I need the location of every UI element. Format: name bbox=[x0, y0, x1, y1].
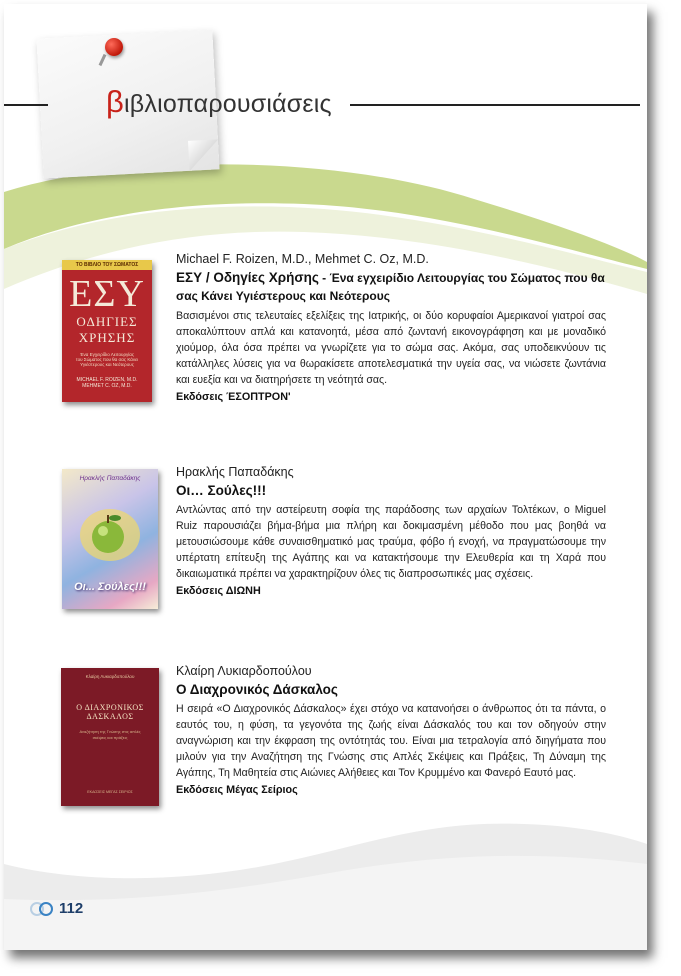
book-cover-daskalos bbox=[61, 668, 159, 806]
book-title-main: Οι… Σούλες!!! bbox=[176, 483, 267, 498]
book-entry bbox=[176, 465, 606, 597]
cover-blurb-1: Ένα Εγχειρίδιο Λειτουργίας bbox=[79, 352, 135, 357]
cover-authors bbox=[62, 377, 152, 389]
cover-title: Οι... Σούλες!!! bbox=[74, 581, 146, 593]
book-author: Κλαίρη Λυκιαρδοπούλου bbox=[176, 664, 312, 678]
cover-author: Ηρακλής Παπαδάκης bbox=[79, 475, 141, 482]
cover-author-1: MICHAEL F. ROIZEN, M.D. bbox=[76, 377, 138, 383]
cover-blurb-3: Υγιέστερους και Νεότερους bbox=[80, 362, 134, 367]
ring-icon bbox=[39, 902, 53, 916]
magazine-page bbox=[4, 4, 647, 950]
cover-publisher: ΕΚΔΟΣΕΙΣ ΜΕΓΑΣ ΣΕΙΡΙΟΣ bbox=[87, 790, 133, 794]
book-title-main: ΕΣΥ / Οδηγίες Χρήσης bbox=[176, 270, 319, 285]
book-subtitle: - Ένα εγχειρίδιο Λειτουργίας του Σώματος που θα σας Κάνει Υγιέστερους και Νεότερους bbox=[176, 271, 605, 303]
cover-banner: ΤΟ ΒΙΒΛΙΟ ΤΟΥ ΣΩΜΑΤΟΣ bbox=[62, 260, 152, 270]
book-description: Αντλώντας από την αστείρευτη σοφία της παράδοσης των αρχαίων Τολτέκων, ο Miguel Ruiz παρουσιάζει βήμα-βήμα μια πλήρη και δοκιμασμένη μέθοδο που μας βοηθά να μετουσιώσουμε κάθε συναισθηματικό μας τραύμα, φόβο ή ενοχή, να πραγματώσουμε την υπέρτατη επίτευξη της Αγάπης και να κατακτήσουμε την Ελευθερία και τη Χαρά που δικαιωματικά πρέπει να χαρακτηρίζουν όλες τις διαπροσωπικές μας σχέσεις. bbox=[176, 504, 606, 580]
cover-big-title: ΕΣΥ bbox=[69, 273, 145, 315]
page-number-block bbox=[30, 900, 83, 917]
pushpin-icon bbox=[105, 38, 123, 56]
book-author: Ηρακλής Παπαδάκης bbox=[176, 465, 294, 479]
section-title-rest: ιβλιοπαρουσιάσεις bbox=[124, 90, 332, 118]
book-entry bbox=[176, 252, 606, 403]
section-title bbox=[106, 84, 332, 120]
cover-author-2: MEHMET C. OZ, M.D. bbox=[82, 383, 132, 389]
book-publisher: Εκδόσεις ΔΙΩΝΗ bbox=[176, 585, 261, 597]
cover-author: Κλαίρη Λυκιαρδοπούλου bbox=[85, 674, 135, 679]
cover-blurb bbox=[62, 352, 152, 367]
page-number: 112 bbox=[59, 900, 84, 917]
cover-line2: ΔΑΣΚΑΛΟΣ bbox=[86, 712, 134, 721]
book-entry bbox=[176, 664, 606, 796]
book-title bbox=[176, 482, 606, 499]
cover-line1: ΟΔΗΓΙΕΣ bbox=[76, 314, 138, 329]
section-title-initial: β bbox=[106, 84, 125, 119]
header-rule-left bbox=[4, 104, 48, 106]
header-rule-right bbox=[350, 104, 640, 106]
note-fold bbox=[188, 139, 220, 171]
apple-illustration bbox=[62, 493, 158, 573]
book-cover-soules bbox=[62, 469, 158, 609]
book-title-main: Ο Διαχρονικός Δάσκαλος bbox=[176, 682, 338, 697]
cover-blurb-2: του Σώματος που θα σας Κάνει bbox=[75, 357, 139, 362]
cover-subtitle: Αναζήτηση της Γνώσης στις απλές σκέψεις και πράξεις bbox=[79, 729, 141, 740]
book-description: Η σειρά «Ο Διαχρονικός Δάσκαλος» έχει στόχο να κατανοήσει ο άνθρωπος ότι τα πάντα, ο εαυτός του, η φύση, τα γεγονότα της ζωής είναι Δάσκαλός του και τον οδηγούν στην αναγνώριση και την έκφραση της οντότητάς του. Είναι μια τετραλογία από διηγήματα που μιλούν για την Αναζήτηση της Γνώσης στις Απλές Σκέψεις και Πράξεις, Τη Δύναμη της Αγάπης, Τη Μαθητεία στις Αιώνιες Αλήθειες και Τον Κρυμμένο και Φανερό Εαυτό μας. bbox=[176, 703, 606, 779]
cover-line2: ΧΡΗΣΗΣ bbox=[78, 330, 136, 345]
book-author: Michael F. Roizen, M.D., Mehmet C. Oz, M.D. bbox=[176, 252, 429, 266]
book-publisher: Εκδόσεις Μέγας Σείριος bbox=[176, 784, 298, 796]
book-title bbox=[176, 681, 606, 698]
cover-line1: Ο ΔΙΑΧΡΟΝΙΚΟΣ bbox=[76, 703, 144, 712]
book-publisher: Εκδόσεις ΈΣΟΠΤΡΟΝ' bbox=[176, 391, 291, 403]
book-title bbox=[176, 269, 606, 305]
cover-title-block bbox=[61, 703, 159, 721]
book-cover-esy bbox=[62, 260, 152, 402]
book-description: Βασισμένοι στις τελευταίες εξελίξεις της Ιατρικής, οι δύο κορυφαίοι Αμερικανοί γιατροί σας αποκαλύπτουν απλά και κατανοητά, μέσα από ζωντανή εικονογράφηση και με μοναδικό χιούμορ, όλα όσα πρέπει να γνωρίζετε για το σώμα σας. Ακόμα, σας υποδεικνύουν τις κατάλληλες λύσεις για να θωρακίσετε αποτελεσματικά την υγεία σας, να νιώσετε ζωντάνια και ευεξία και να διατηρήσετε τη νεότητά σας. bbox=[176, 310, 606, 386]
